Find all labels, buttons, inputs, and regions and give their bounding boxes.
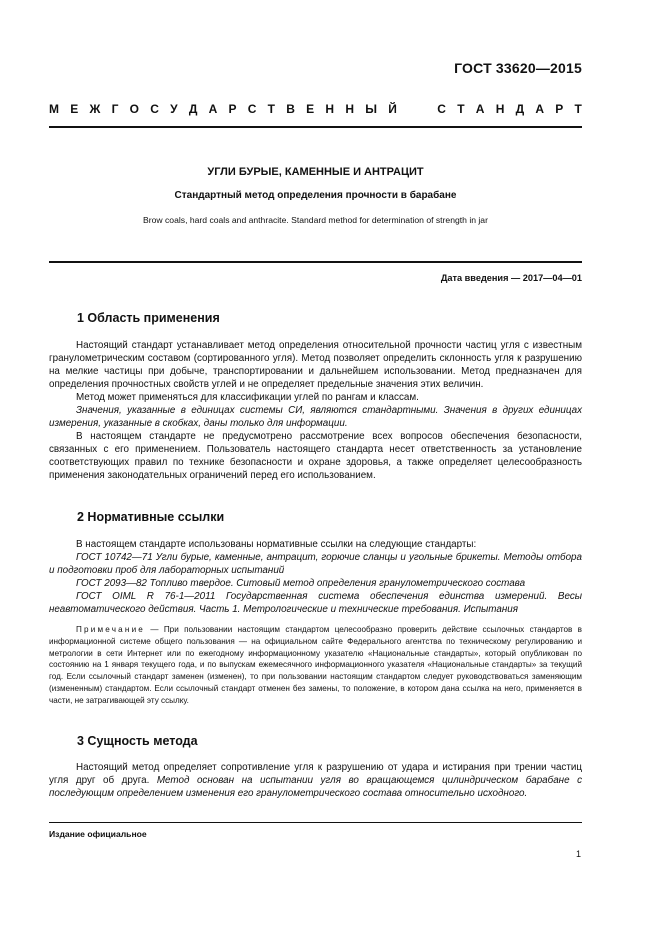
standard-type-letter: [408, 102, 426, 116]
standard-type-letter: У: [170, 102, 178, 116]
standard-type-letter: Ж: [89, 102, 101, 116]
standard-type-letter: Н: [325, 102, 335, 116]
paragraph: Значения, указанные в единицах системы СИ, являются стандартными. Значения в других единицах измерения, указанные в скобках, даны только для информации.: [49, 405, 582, 429]
paragraph: Метод может применяться для классификации углей по рангам и классам.: [76, 392, 419, 403]
footer-rule: [49, 822, 582, 823]
standard-type-letter: А: [475, 102, 485, 116]
document-subtitle: Стандартный метод определения прочности в барабане: [174, 190, 457, 201]
reference-item: ГОСТ 2093—82 Топливо твердое. Ситовый метод определения гранулометрического состава: [76, 578, 526, 589]
standard-type-letter: Д: [188, 102, 198, 116]
standard-type-letter: Г: [111, 102, 119, 116]
section-heading: 3 Сущность метода: [77, 734, 198, 748]
paragraph-text-italic: Метод основан на испытании угля во вращающемся цилиндрическом барабане с последующим определением изменения его гранулометрического состава относительно исходного.: [49, 775, 583, 799]
section-1-body: [49, 339, 582, 482]
header-rule: [49, 126, 582, 128]
section-3-body: [49, 761, 582, 800]
paragraph: Настоящий стандарт устанавливает метод определения относительной прочности частиц угля с известным гранулометрическим составом (сортированного угля). Метод позволяет определить склонность угля к разрушению на мелкие частицы при добыче, транспортировании и дальнейшем использовании. Метод предназначен для определения прочностных свойств углей и не определяет предельные значения этих величин.: [49, 340, 582, 390]
paragraph-text: Настоящий метод определяет сопротивление угля к разрушению от удара и истирания при трении частиц угля друг об друга.: [49, 762, 582, 786]
standard-type-letter: Е: [306, 102, 315, 116]
standard-type-letter: Р: [228, 102, 237, 116]
section-heading: 1 Область применения: [77, 311, 220, 325]
gost-number: ГОСТ 33620—2015: [454, 60, 582, 76]
document-title: УГЛИ БУРЫЕ, КАМЕННЫЕ И АНТРАЦИТ: [207, 166, 424, 178]
section-heading: 2 Нормативные ссылки: [77, 510, 225, 524]
section-2-body: [49, 538, 582, 616]
edition-label: Издание официальное: [49, 829, 147, 839]
standard-type-letter: О: [129, 102, 139, 116]
standard-type-letter: Т: [457, 102, 465, 116]
standard-type-letter: М: [49, 102, 59, 116]
standard-type-letter: Н: [495, 102, 505, 116]
note-text: — При пользовании настоящим стандартом целесообразно проверить действие ссылочных стандартов в информационной системе общего пользования — на официальном сайте Федерального агентства по техническому регулированию и метрологии в сети Интернет или по ежегодному информационному указателю «Национальные стандарты», который опубликован по состоянию на 1 января текущего года, и по выпускам ежемесячного информационного указателя «Национальные стандарты» за текущий год. Если ссылочный стандарт заменен (изменен), то при пользовании настоящим стандартом следует руководствоваться заменяющим (измененным) стандартом. Если ссылочный стандарт отменен без замены, то положение, в котором дана ссылка на него, применяется в части, не затрагивающей эту ссылку.: [49, 625, 582, 705]
standard-type-letter: А: [535, 102, 545, 116]
standard-type-heading: [49, 102, 582, 116]
standard-type-letter: Д: [515, 102, 525, 116]
standard-type-letter: Й: [388, 102, 397, 116]
paragraph: В настоящем стандарте использованы нормативные ссылки на следующие стандарты:: [76, 539, 477, 550]
introduction-date: Дата введения — 2017—04—01: [440, 273, 582, 283]
note-block: [49, 624, 582, 707]
standard-type-letter: Р: [555, 102, 564, 116]
standard-type-letter: С: [437, 102, 446, 116]
page-number: 1: [575, 849, 581, 859]
document-title-english: Brow coals, hard coals and anthracite. Standard method for determination of strength in jar: [143, 215, 488, 225]
standard-type-letter: В: [286, 102, 295, 116]
standard-type-letter: Т: [267, 102, 276, 116]
standard-type-letter: Т: [574, 102, 582, 116]
reference-item: ГОСТ OIML R 76-1—2011 Государственная система обеспечения единства измерений. Весы неавтоматического действия. Часть 1. Метрологические и технические требования. Испытания: [49, 591, 582, 615]
standard-type-letter: Н: [345, 102, 354, 116]
standard-type-letter: Ы: [365, 102, 377, 116]
paragraph: В настоящем стандарте не предусмотрено рассмотрение всех вопросов обеспечения безопасности, связанных с его применением. Пользователь настоящего стандарта несет ответственность за установление соответствующих правил по технике безопасности и охране здоровья, а также определяет целесообразность применения законодательных ограничений перед его использованием.: [49, 431, 582, 481]
note-label: Примечание: [76, 625, 146, 634]
reference-item: ГОСТ 10742—71 Угли бурые, каменные, антрацит, горючие сланцы и угольные брикеты. Методы отбора и подготовки проб для лабораторных испытаний: [49, 552, 582, 576]
title-rule: [49, 261, 582, 263]
standard-type-letter: Е: [70, 102, 79, 116]
standard-type-letter: С: [150, 102, 159, 116]
standard-type-letter: А: [208, 102, 218, 116]
standard-type-letter: С: [247, 102, 257, 116]
